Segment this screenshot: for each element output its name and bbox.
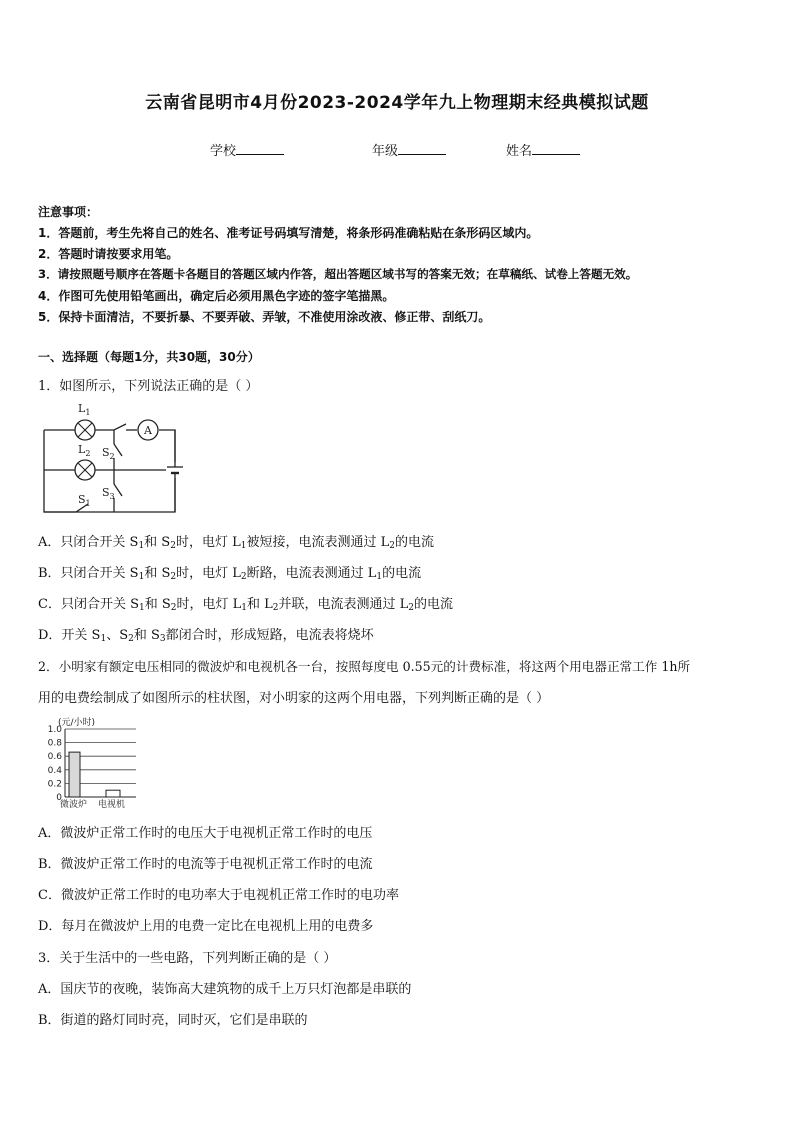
chart-ylabel: (元/小时): [58, 718, 96, 728]
note-item-5: 5．保持卡面清洁，不要折暴、不要弄破、弄皱，不准使用涂改液、修正带、刮纸刀。: [38, 310, 491, 324]
lamp-l1-icon: [75, 420, 95, 440]
label-l1: $L_1$: [78, 402, 91, 417]
q3-option-a[interactable]: A．国庆节的夜晚，装饰高大建筑物的成千上万只灯泡都是串联的: [38, 982, 412, 997]
name-blank[interactable]: [532, 142, 580, 155]
q2-stem-line2: 用的电费绘制成了如图所示的柱状图，对小明家的这两个用电器，下列判断正确的是（ ）: [38, 691, 550, 706]
q1-option-c[interactable]: C．只闭合开关 $S_1$和 $S_2$时，电灯 $L_1$和 $L_2$并联，电流表测通过 $L_2$的电流: [38, 597, 454, 613]
school-field[interactable]: [210, 140, 284, 159]
grade-field[interactable]: [372, 140, 446, 159]
note-item-4: 4．作图可先使用铅笔画出，确定后必须用黑色字迹的签字笔描黑。: [38, 289, 395, 303]
ammeter-label: A: [144, 424, 152, 437]
chart-category-label: 电视机: [98, 800, 126, 810]
name-label: 姓名: [506, 144, 533, 159]
q1-option-b[interactable]: B．只闭合开关 $S_1$和 $S_2$时，电灯 $L_2$断路，电流表测通过 $L_1$的电流: [38, 566, 422, 582]
school-blank[interactable]: [236, 142, 284, 155]
chart-y-tick-label: 0.2: [47, 779, 62, 790]
ammeter-icon: [138, 420, 158, 440]
q2-option-d[interactable]: D．每月在微波炉上用的电费一定比在电视机上用的电费多: [38, 919, 374, 934]
label-l2: $L_2$: [78, 443, 91, 458]
label-s2: $S_2$: [102, 446, 115, 461]
chart-y-tick-label: 0.6: [47, 752, 62, 763]
q3-option-b[interactable]: B．街道的路灯同时亮，同时灭，它们是串联的: [38, 1013, 308, 1028]
q1-circuit-diagram: [38, 400, 188, 520]
switch-s2: [114, 444, 122, 456]
q3-stem: 3．关于生活中的一些电路，下列判断正确的是（ ）: [38, 951, 337, 966]
grade-blank[interactable]: [398, 142, 446, 155]
label-s3: $S_3$: [102, 486, 115, 501]
chart-category-label: 微波炉: [60, 800, 88, 810]
chart-y-tick-label: 0.4: [47, 765, 62, 776]
q1-option-a[interactable]: A．只闭合开关 $S_1$和 $S_2$时，电灯 $L_1$被短接，电流表测通过 $L_2$的电流: [38, 535, 434, 551]
name-field[interactable]: [506, 140, 580, 159]
chart-bar-1: [69, 752, 80, 797]
q2-option-a[interactable]: A．微波炉正常工作时的电压大于电视机正常工作时的电压: [38, 826, 373, 841]
q1-stem: 1．如图所示，下列说法正确的是（ ）: [38, 379, 259, 394]
section-heading: 一、选择题（每题1分，共30题，30分）: [38, 350, 260, 364]
school-label: 学校: [210, 144, 237, 159]
note-item-1: 1．答题前，考生先将自己的姓名、准考证号码填写清楚，将条形码准确粘贴在条形码区域内。: [38, 226, 539, 240]
lamp-l2-icon: [75, 460, 95, 480]
q2-bar-chart: [38, 715, 148, 810]
chart-bar-2: [106, 790, 120, 797]
q1-option-d[interactable]: D．开关 $S_1$、$S_2$和 $S_3$都闭合时，形成短路，电流表将烧坏: [38, 628, 374, 644]
notes-heading: 注意事项：: [38, 205, 99, 219]
q2-option-c[interactable]: C．微波炉正常工作时的电功率大于电视机正常工作时的电功率: [38, 888, 399, 903]
note-item-3: 3．请按照题号顺序在答题卡各题目的答题区域内作答，超出答题区域书写的答案无效；在草稿纸、试卷上答题无效。: [38, 267, 638, 281]
circuit-top-mid-wire: [95, 424, 126, 430]
chart-y-tick-label: 0.8: [47, 738, 62, 749]
q2-option-b[interactable]: B．微波炉正常工作时的电流等于电视机正常工作时的电流: [38, 857, 373, 872]
switch-s3: [114, 484, 122, 496]
note-item-2: 2．答题时请按要求用笔。: [38, 247, 179, 261]
q2-stem-line1: 2．小明家有额定电压相同的微波炉和电视机各一台，按照每度电 0.55元的计费标准，将这两个用电器正常工作 1h所: [38, 659, 691, 674]
chart-y-tick-label: 1.0: [47, 725, 62, 735]
grade-label: 年级: [372, 144, 399, 159]
label-s1: $S_1$: [78, 493, 91, 508]
chart-y-tick-label: 0: [56, 793, 62, 803]
page-title: 云南省昆明市4月份2023-2024学年九上物理期末经典模拟试题: [145, 93, 649, 113]
